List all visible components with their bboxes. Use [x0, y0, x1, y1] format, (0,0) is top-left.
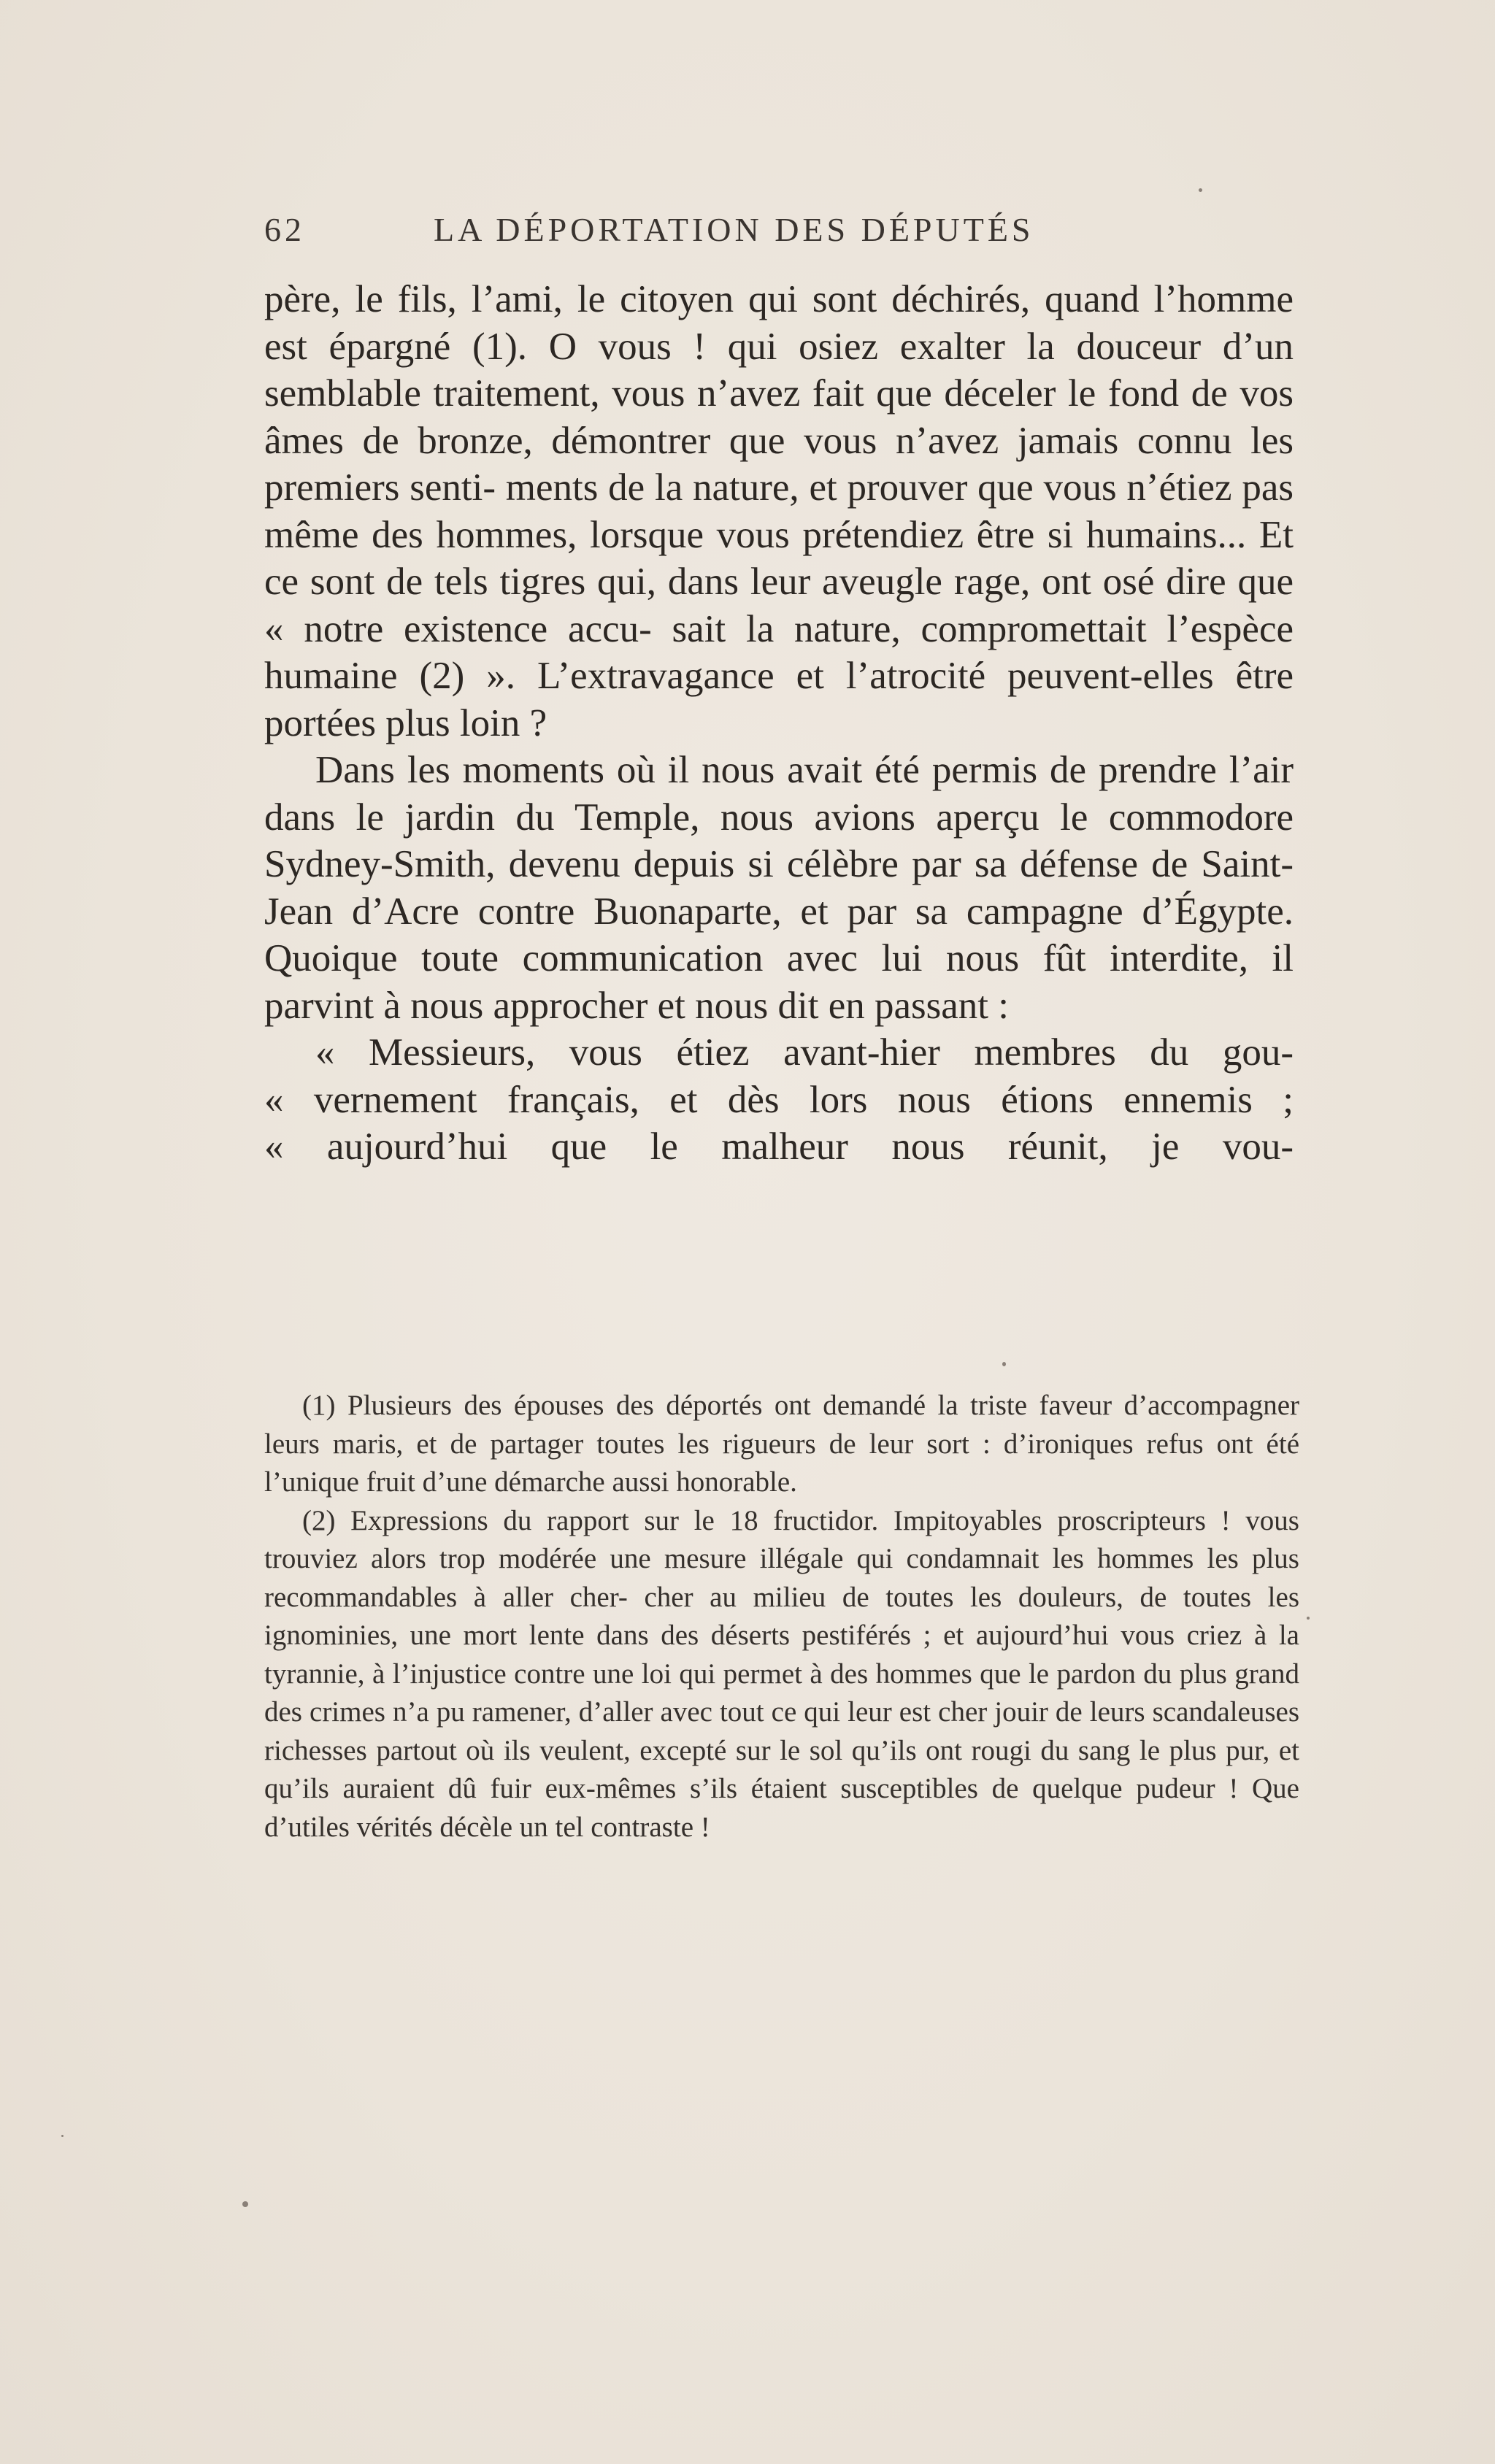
- footnote-1: (1) Plusieurs des épouses des déportés ont demandé la triste faveur d’accompagner leurs maris, et de partager toutes les rigueurs de leur sort : d’ironiques refus ont été l’unique fruit d’une démarche aussi honorable.: [264, 1390, 1299, 1498]
- paper-speck: [1199, 188, 1202, 192]
- quote-line-1: « Messieurs, vous étiez avant-hier membres du gou-: [315, 1031, 1294, 1074]
- footnote-2: (2) Expressions du rapport sur le 18 fructidor. Impitoyables proscripteurs ! vous trouviez alors trop modérée une mesure illégale qui condamnait les hommes les plus recommandables à aller cher- cher au milieu de toutes les douleurs, de toutes les ignominies, une mort lente dans des déserts pestiférés ; et aujourd’hui vous criez à la tyrannie, à l’injustice contre une loi qui permet à des hommes que le pardon du plus grand des crimes n’a pu ramener, d’aller avec tout ce qui leur est cher jouir de leurs scandaleuses richesses partout où ils veulent, excepté sur le sol qu’ils ont rougi du sang le plus pur, et qu’ils auraient dû fuir eux-mêmes s’ils étaient susceptibles de quelque pudeur ! Que d’utiles vérités décèle un tel contraste !: [264, 1504, 1299, 1843]
- quote-line-2: « vernement français, et dès lors nous étions ennemis ;: [264, 1078, 1294, 1121]
- quote-line-3: « aujourd’hui que le malheur nous réunit, je vou-: [264, 1125, 1294, 1168]
- paper-speck: [242, 2201, 248, 2207]
- body-text: [264, 276, 1294, 1171]
- page-header: [264, 210, 1294, 261]
- running-head: LA DÉPORTATION DES DÉPUTÉS: [434, 211, 1034, 248]
- footnotes: [264, 1387, 1299, 1847]
- paper-speck: [1002, 1362, 1006, 1366]
- paragraph-2: Dans les moments où il nous avait été permis de prendre l’air dans le jardin du Temple, nous avions aperçu le commodore Sydney-Smith, devenu depuis si célèbre par sa défense de Saint-Jean d’Acre contre Buonaparte, et par sa campagne d’Égypte. Quoique toute communication avec lui nous fût interdite, il parvint à nous approcher et nous dit en passant :: [264, 749, 1294, 1027]
- page-number: 62: [264, 211, 305, 248]
- paper-speck: [1307, 1617, 1310, 1620]
- paper-speck: [61, 2135, 64, 2137]
- paragraph-1: père, le fils, l’ami, le citoyen qui sont déchirés, quand l’homme est épargné (1). O vous ! qui osiez exalter la douceur d’un semblable traitement, vous n’avez fait que déceler le fond de vos âmes de bronze, démontrer que vous n’avez jamais connu les premiers senti- ments de la nature, et prouver que vous n’étiez pas même des hommes, lorsque vous prétendiez être si humains... Et ce sont de tels tigres qui, dans leur aveugle rage, ont osé dire que « notre existence accu- sait la nature, compromettait l’espèce humaine (2) ». L’extravagance et l’atrocité peuvent-elles être portées plus loin ?: [264, 278, 1294, 744]
